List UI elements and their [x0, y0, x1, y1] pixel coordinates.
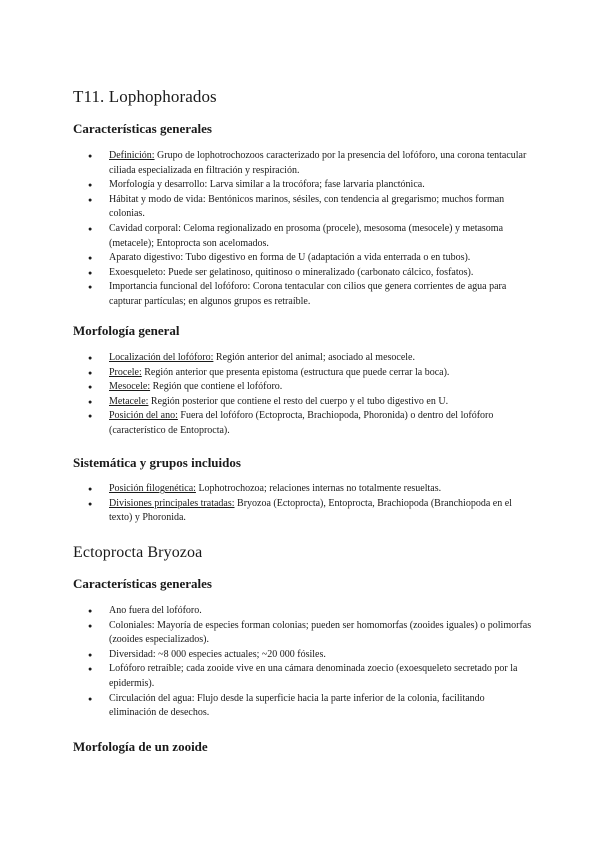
list-item: [73, 351, 533, 366]
item-text: Diversidad: ~8 000 especies actuales; ~20 000 fósiles.: [109, 648, 326, 660]
list-item: [73, 149, 533, 178]
item-label: Metacele:: [109, 395, 149, 407]
list-item: [73, 497, 533, 526]
section-heading-caracteristicas: Características generales: [73, 121, 212, 136]
item-label: Definición:: [109, 150, 155, 161]
list-caracteristicas-ectoprocta: [73, 604, 533, 721]
list-item: [73, 193, 533, 222]
subtitle-ectoprocta: Ectoprocta Bryozoa: [73, 544, 203, 561]
item-text: Bryozoa (Ectoprocta), Entoprocta, Brachiopoda (Branchiopoda en el texto) y Phoronida.: [109, 497, 512, 524]
list-morfologia: [73, 351, 533, 439]
item-text: Ano fuera del lofóforo.: [109, 605, 202, 616]
item-label: Procele:: [109, 366, 142, 378]
item-label: Mesocele:: [109, 381, 151, 393]
item-text: Coloniales: Mayoría de especies forman colonias; pueden ser homomorfas (zooides iguales) o polimorfas (zooides especializados).: [109, 619, 532, 646]
item-text: Lofóforo retraíble; cada zooide vive en una cámara denominada zoecio (exoesqueleto secretado por la epidermis).: [109, 663, 518, 689]
item-label: Posición del ano:: [109, 410, 178, 422]
list-item: [73, 366, 533, 381]
list-item: [73, 662, 533, 691]
section-heading-caracteristicas-ectoprocta: Características generales: [73, 576, 212, 591]
list-item: [73, 619, 533, 648]
item-text: Lophotrochozoa; relaciones internas no totalmente resueltas.: [195, 483, 442, 494]
item-label: Posición filogenética:: [109, 483, 196, 494]
list-item: [73, 409, 533, 438]
list-item: [73, 395, 533, 410]
list-item: [73, 178, 533, 193]
item-text: Región que contiene el lofóforo.: [150, 381, 283, 393]
list-item: [73, 482, 533, 497]
item-text: Hábitat y modo de vida: Bentónicos marinos, sésiles, con tendencia al gregarismo; muchos forman colonias.: [109, 193, 505, 220]
item-text: Región posterior que contiene el resto del cuerpo y el tubo digestivo en U.: [148, 395, 449, 407]
section-heading-morfologia: Morfología general: [73, 323, 180, 338]
section-heading-sistematica: Sistemática y grupos incluidos: [73, 455, 241, 470]
list-item: [73, 251, 533, 266]
item-text: Región anterior que presenta epistoma (estructura que puede cerrar la boca).: [141, 366, 450, 378]
list-item: [73, 266, 533, 281]
item-label: Localización del lofóforo:: [109, 352, 214, 363]
list-item: [73, 222, 533, 251]
section-heading-morfologia-zooide: Morfología de un zooide: [73, 739, 208, 754]
item-text: Exoesqueleto: Puede ser gelatinoso, quitinoso o mineralizado (carbonato cálcico, fosfatos).: [109, 266, 474, 278]
item-text: Región anterior del animal; asociado al mesocele.: [213, 352, 415, 363]
item-text: Morfología y desarrollo: Larva similar a la trocófora; fase larvaria planctónica.: [109, 179, 425, 191]
item-text: Importancia funcional del lofóforo: Corona tentacular con cilios que genera corrientes de agua para capturar partículas; en algunos grupos es retraíble.: [109, 281, 507, 307]
list-caracteristicas: [73, 149, 533, 310]
item-text: Circulación del agua: Flujo desde la superficie hacia la parte inferior de la colonia, facilitando eliminación de desechos.: [109, 692, 485, 719]
list-sistematica: [73, 482, 533, 526]
item-text: Aparato digestivo: Tubo digestivo en forma de U (adaptación a vida enterrada o en tubos).: [109, 252, 471, 264]
list-item: [73, 604, 533, 619]
list-item: [73, 380, 533, 395]
item-label: Divisiones principales tratadas:: [109, 497, 235, 509]
list-item: [73, 692, 533, 721]
item-text: Fuera del lofóforo (Ectoprocta, Brachiopoda, Phoronida) o dentro del lofóforo (característico de Entoprocta).: [109, 410, 494, 436]
page-title: T11. Lophophorados: [73, 87, 217, 106]
item-text: Grupo de lophotrochozoos caracterizado por la presencia del lofóforo, una corona tentacular ciliada especializada en filtración y respiración.: [109, 150, 527, 176]
item-text: Cavidad corporal: Celoma regionalizado en prosoma (procele), mesosoma (mesocele) y metasoma (metacele); Entoprocta son acelomados.: [109, 222, 504, 249]
list-item: [73, 280, 533, 309]
list-item: [73, 648, 533, 663]
